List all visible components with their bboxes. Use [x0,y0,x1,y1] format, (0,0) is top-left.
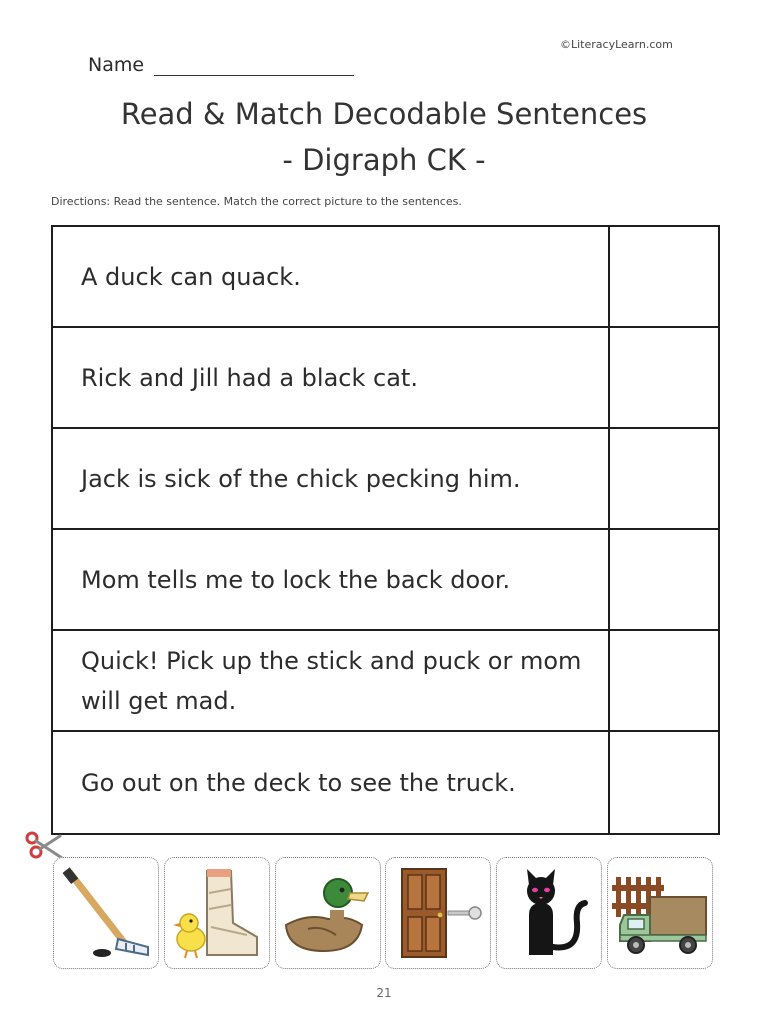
sentence-cell: Go out on the deck to see the truck. [53,732,610,833]
copyright-text: ©LiteracyLearn.com [560,38,673,51]
door-key-icon [388,863,488,963]
truck-deck-icon [610,863,710,963]
picture-card-door[interactable] [385,857,491,969]
picture-card-chick[interactable] [164,857,270,969]
sentence-match-table [51,225,720,835]
directions-text: Directions: Read the sentence. Match the correct picture to the sentences. [51,195,462,208]
name-field [88,54,354,76]
picture-drop-box[interactable] [610,328,718,427]
table-row [53,732,718,833]
picture-card-duck[interactable] [275,857,381,969]
picture-card-cat[interactable] [496,857,602,969]
table-row [53,227,718,328]
table-row [53,530,718,631]
hockey-stick-puck-icon [56,863,156,963]
page-title: Read & Match Decodable Sentences [120,97,648,131]
table-row [53,631,718,732]
table-row [53,328,718,429]
sentence-cell: Jack is sick of the chick pecking him. [53,429,610,528]
duck-icon [278,863,378,963]
picture-drop-box[interactable] [610,631,718,730]
page-number: 21 [376,986,392,1000]
picture-drop-box[interactable] [610,732,718,833]
sentence-cell: Rick and Jill had a black cat. [53,328,610,427]
picture-drop-box[interactable] [610,530,718,629]
name-label: Name [88,54,145,76]
picture-card-hockey[interactable] [53,857,159,969]
picture-card-truck[interactable] [607,857,713,969]
name-write-line[interactable] [154,57,354,76]
page-subtitle: - Digraph CK - [282,143,486,177]
picture-drop-box[interactable] [610,227,718,326]
table-row [53,429,718,530]
sentence-cell: Quick! Pick up the stick and puck or mom will get mad. [53,631,610,730]
chick-bandaged-foot-icon [167,863,267,963]
picture-cards-row [53,857,713,971]
sentence-cell: Mom tells me to lock the back door. [53,530,610,629]
black-cat-icon [499,863,599,963]
sentence-cell: A duck can quack. [53,227,610,326]
picture-drop-box[interactable] [610,429,718,528]
